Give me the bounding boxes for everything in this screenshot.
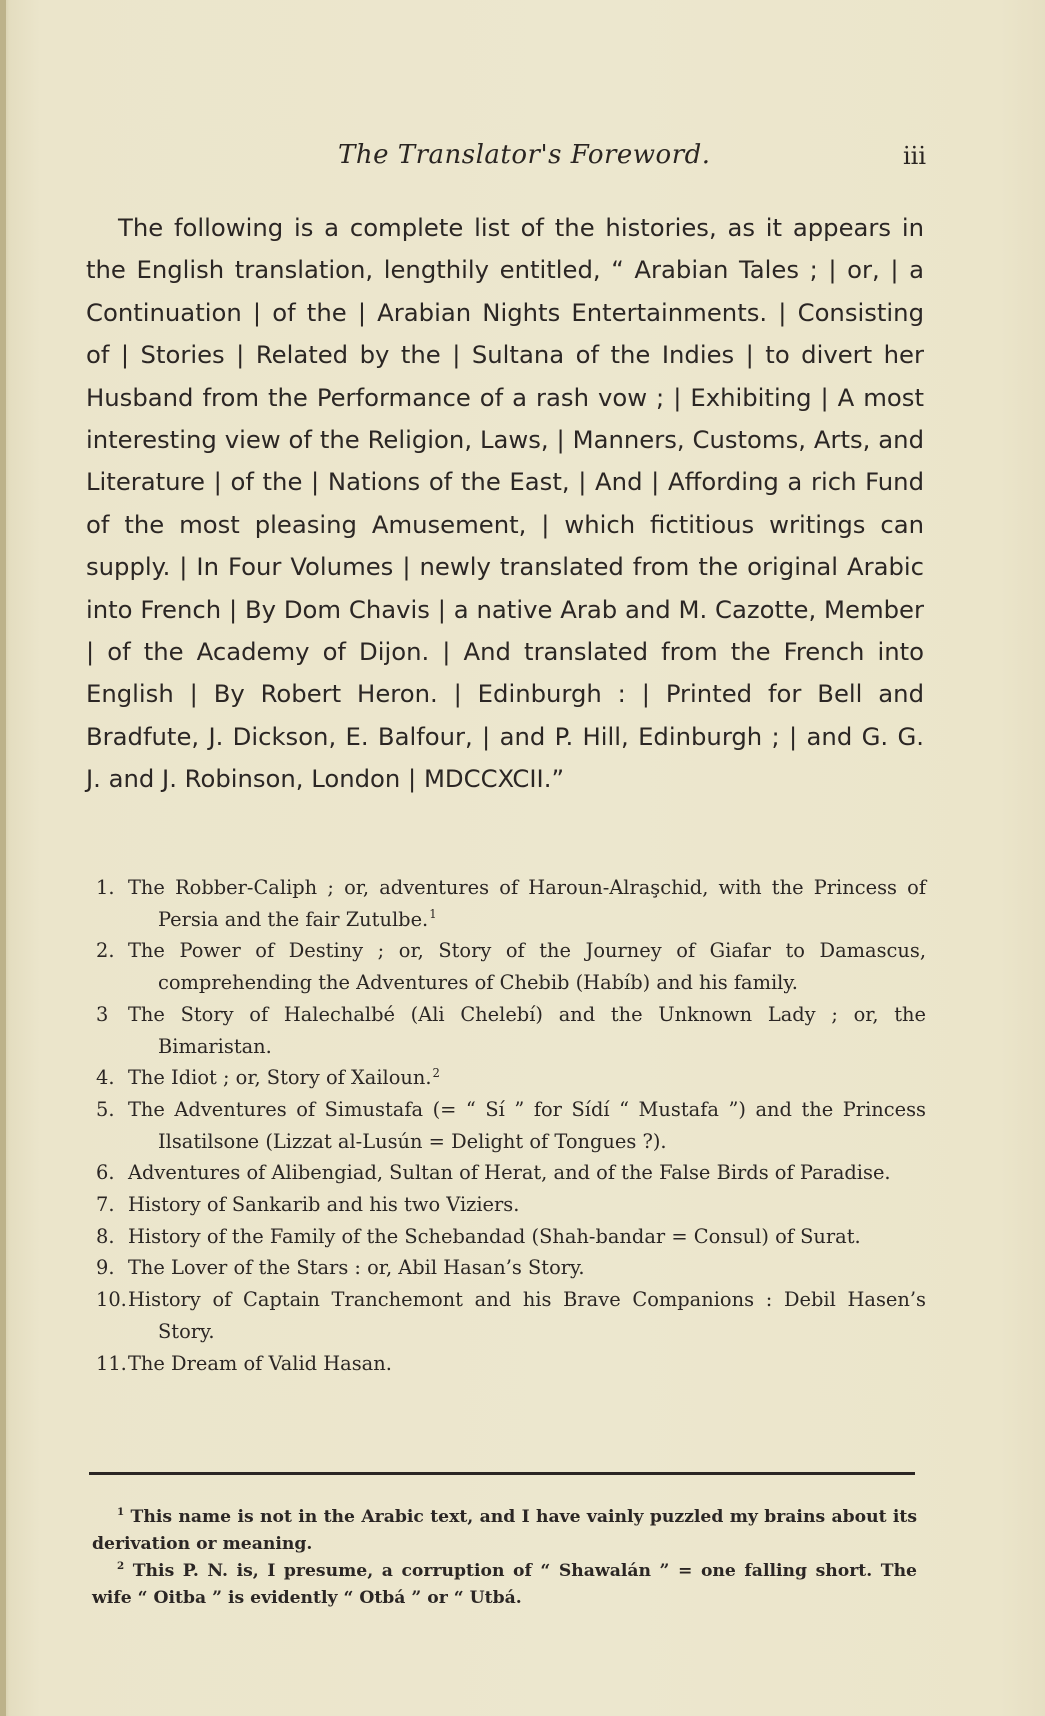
history-item bbox=[96, 1252, 926, 1284]
history-number: 2. bbox=[96, 939, 115, 963]
history-item bbox=[96, 1284, 926, 1347]
history-item bbox=[96, 1094, 926, 1157]
history-item bbox=[96, 1348, 926, 1380]
history-number: 10. bbox=[96, 1288, 127, 1312]
footnote bbox=[92, 1504, 917, 1558]
history-title: The Story of Halechalbé (Ali Chelebí) and the Unknown Lady ; or, the Bimaristan. bbox=[128, 1002, 926, 1058]
running-head bbox=[86, 140, 926, 180]
history-number: 11. bbox=[96, 1351, 127, 1375]
history-number: 6. bbox=[96, 1161, 115, 1185]
history-title: The Robber-Caliph ; or, adventures of Haroun-Alraşchid, with the Princess of Persia and the fair Zutulbe. bbox=[128, 876, 926, 931]
footnote-mark: 2 bbox=[117, 1560, 125, 1573]
history-number: 4. bbox=[96, 1066, 115, 1090]
running-title: The Translator's Foreword. bbox=[338, 140, 711, 170]
history-item bbox=[96, 1157, 926, 1189]
history-number: 9. bbox=[96, 1256, 115, 1280]
footnote bbox=[92, 1558, 917, 1612]
page-gutter bbox=[0, 0, 6, 1716]
page-number: iii bbox=[902, 142, 926, 170]
history-item bbox=[96, 1221, 926, 1253]
history-title: History of the Family of the Schebandad (Shah-bandar = Consul) of Surat. bbox=[128, 1224, 861, 1248]
history-title: The Power of Destiny ; or, Story of the Journey of Giafar to Damascus, comprehending the Adventures of Chebib (Habíb) and his family. bbox=[128, 939, 926, 995]
history-title: The Adventures of Simustafa (= “ Sí ” for Sídí “ Mustafa ”) and the Princess Ilsatilsone (Lizzat al-Lusún = Delight of Tongues ?). bbox=[128, 1097, 926, 1153]
history-item bbox=[96, 1062, 926, 1094]
history-title: The Lover of the Stars : or, Abil Hasan’s Story. bbox=[128, 1256, 585, 1280]
history-number: 3 bbox=[96, 1002, 109, 1026]
history-title: The Idiot ; or, Story of Xailoun. bbox=[128, 1066, 432, 1090]
history-number: 5. bbox=[96, 1097, 115, 1121]
footnote-ref: 2 bbox=[432, 1065, 440, 1080]
footnote-text: This name is not in the Arabic text, and I have vainly puzzled my brains about its derivation or meaning. bbox=[92, 1507, 918, 1554]
history-title: History of Captain Tranchemont and his Brave Companions : Debil Hasen’s Story. bbox=[128, 1288, 926, 1343]
history-title: Adventures of Alibengiad, Sultan of Herat, and of the False Birds of Paradise. bbox=[128, 1161, 891, 1185]
footnote-ref: 1 bbox=[429, 907, 437, 922]
intro-paragraph: The following is a complete list of the histories, as it appears in the English translation, lengthily entitled, “ Arabian Tales ; | or, | a Continuation | of the | Arabian Nights Entertainments. | Consisting of | Stories | Related by the | Sultana of the Indies | to divert her Husband from the Performance of a rash vow ; | Exhibiting | A most interesting view of the Religion, Laws, | Manners, Customs, Arts, and Literature | of the | Nations of the East, | And | Affording a rich Fund of the most pleasing Amusement, | which fictitious writings can supply. | In Four Volumes | newly translated from the original Arabic into French | By Dom Chavis | a native Arab and M. Cazotte, Member | of the Academy of Dijon. | And translated from the French into English | By Robert Heron. | Edinburgh : | Printed for Bell and Bradfute, J. Dickson, E. Balfour, | and P. Hill, Edinburgh ; | and G. G. J. and J. Robinson, London | MDCCXCII.” bbox=[86, 213, 924, 794]
history-number: 1. bbox=[96, 876, 115, 899]
history-item bbox=[96, 1189, 926, 1221]
histories-list bbox=[96, 872, 926, 1379]
history-title: The Dream of Valid Hasan. bbox=[128, 1351, 392, 1375]
history-item bbox=[96, 935, 926, 998]
footnote-rule bbox=[89, 1472, 915, 1475]
footnote-text: This P. N. is, I presume, a corruption of “ Shawalán ” = one falling short. The wife “ Oitba ” is evidently “ Otbá ” or “ Utbá. bbox=[92, 1561, 917, 1608]
history-title: History of Sankarib and his two Viziers. bbox=[128, 1193, 520, 1217]
history-item bbox=[96, 872, 926, 935]
history-number: 7. bbox=[96, 1193, 115, 1217]
footnotes bbox=[92, 1504, 917, 1612]
footnote-mark: 1 bbox=[117, 1506, 125, 1519]
history-item bbox=[96, 999, 926, 1062]
history-number: 8. bbox=[96, 1224, 115, 1248]
